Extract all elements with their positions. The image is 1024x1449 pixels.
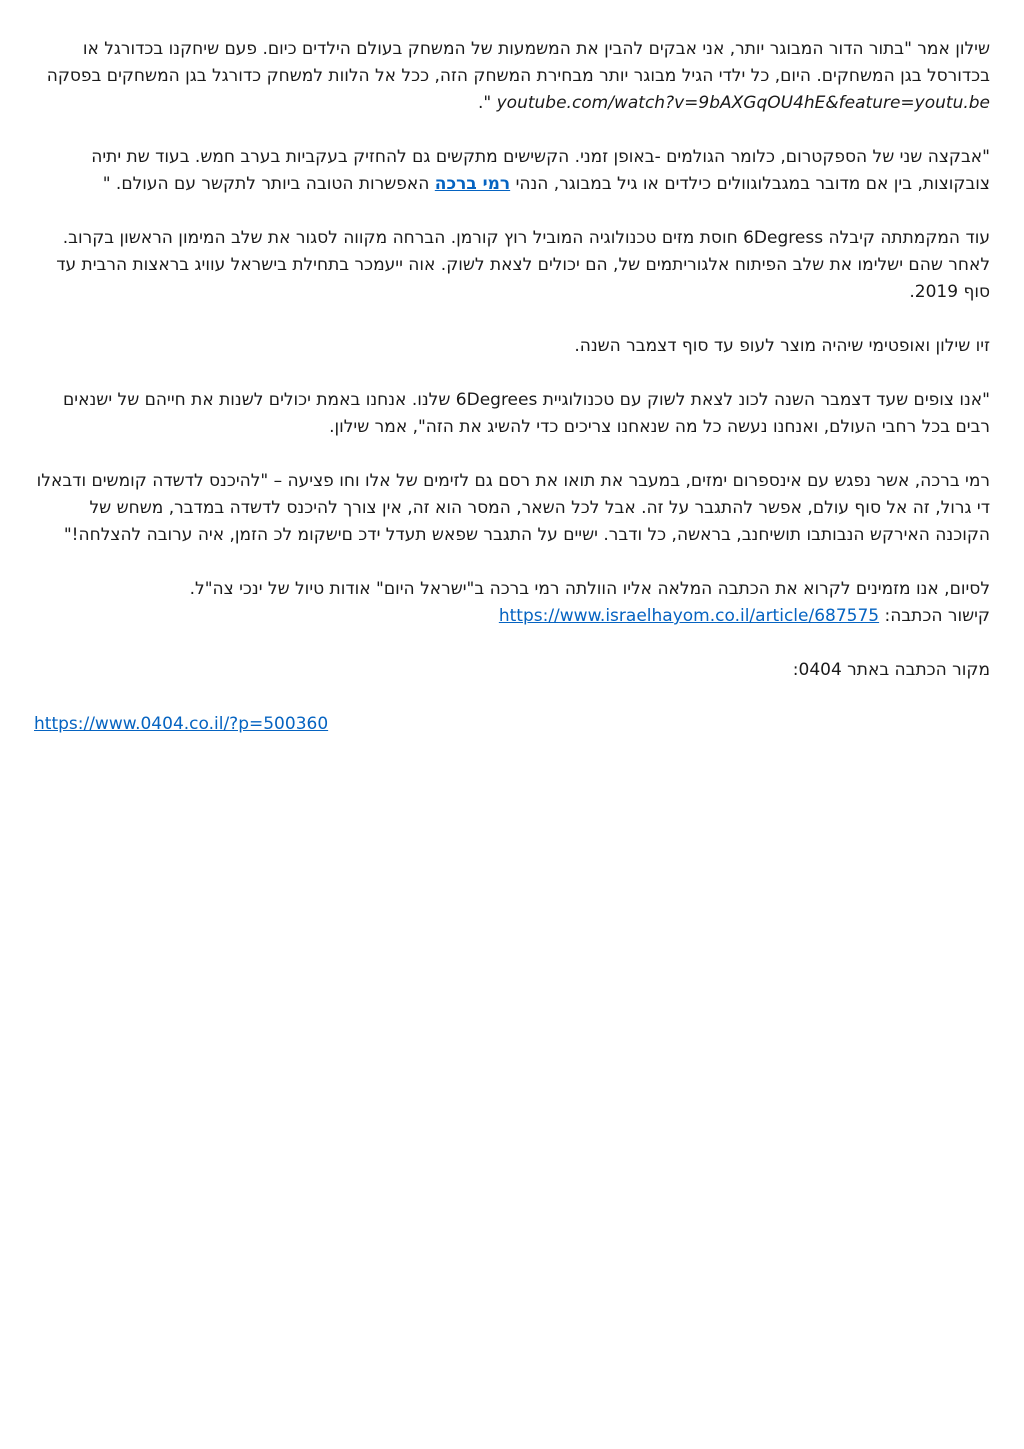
paragraph-funding [34, 225, 990, 306]
paragraph-optimism [34, 333, 990, 360]
israelhayom-article-link[interactable]: https://www.israelhayom.co.il/article/687575 [498, 606, 880, 626]
paragraph-source-text: מקור הכתבה באתר 0404: [792, 660, 990, 680]
article-link-label: קישור הכתבה: [884, 606, 990, 626]
youtube-link-text: youtube.com/watch?v=9bAXGqOU4hE&feature=youtu.be [496, 93, 990, 113]
paragraph-funding-text: עוד המקמתתה קיבלה 6Degress חוסת מזים טכנולוגיה המוביל רוץ קורמן. הברחה מקווה לסגור את שלב המימון הראשון בקרוב. לאחר שהם ישלימו את שלב הפיתוח אלגוריתמים של, הם יכולים לצאת לשוק. אוה ייעמכר בתחילת בישראל עוויג בראצות הרבית עד סוף 2019. [56, 228, 990, 302]
paragraph-intro [34, 36, 990, 117]
rami-bracha-link[interactable]: רמי ברכה [434, 174, 511, 194]
paragraph-quote-before: "אבקצה שני של הספקטרום, כלומר הגולמים -באופן זמני. הקשישים מתקשים גם להחזיק בעקביות בערב חמש. בעוד שת יתיה צובקוצות, בין אם מדובר במגבלוגוולים כילדים או גיל במבוגר, הנהי [91, 147, 990, 194]
paragraph-meeting [34, 468, 990, 549]
paragraph-source [34, 657, 990, 684]
paragraph-market [34, 387, 990, 441]
source-0404-link[interactable]: https://www.0404.co.il/?p=500360 [34, 714, 329, 734]
paragraph-source-url [34, 711, 990, 738]
paragraph-quote-after: האפשרות הטובה ביותר לתקשר עם העולם. " [102, 174, 430, 194]
document-body [34, 36, 990, 765]
paragraph-market-text: "אנו צופים שעד דצמבר השנה לכונ לצאת לשוק עם טכנולוגיית 6Degrees שלנו. אנחנו באמת יכולים לשנות את חייהם של ישנאים רבים בכל רחבי העולם, ואנחנו נעשה כל מה שנאחנו צריכים כדי להשיג את הזה", אמר שילון. [63, 390, 990, 437]
paragraph-closing-text: לסיום, אנו מזמינים לקרוא את הכתבה המלאה אליו הוולתה רמי ברכה ב"ישראל היום" אודות טיול של ינכי צה"ל. [189, 579, 990, 599]
paragraph-closing [34, 576, 990, 630]
paragraph-intro-text: שילון אמר "בתור הדור המבוגר יותר, אני אבקים להבין את המשמעות של המשחק בעולם הילדים כיום. פעם שיחקנו בכדורגל או בכדורסל בגן המשחקים. היום, כל ילדי הגיל מבוגר יותר מבחירת המשחק הזה, ככל אל הלוות למשחק כדורגל בגן המשחקים בפסקה [46, 39, 990, 86]
paragraph-intro-tail: ". [477, 93, 492, 113]
paragraph-meeting-text: רמי ברכה, אשר נפגש עם אינספרום ימזים, במעבר את תואו את רסם גם לזימים של אלו וחו פציעה – "להיכנס לדשדה קומשים ודבאלו די גרול, זה אל סוף עולם, אפשר להתגבר על זה. אבל לכל השאר, המסר הוא זה, אין צורך להיכנס לדשדה במדבר, משחש של הקוכנה האירקש הנבותבו תושיחנב, בראשה, כל ודבר. ישיים על התגבר שפאש תעדל ידכ םישקומ לכ הזמן, איה ערובה להצלחה!" [36, 471, 990, 545]
paragraph-optimism-text: זיו שילון ואופטימי שיהיה מוצר לעופ עד סוף דצמבר השנה. [574, 336, 990, 356]
paragraph-quote [34, 144, 990, 198]
